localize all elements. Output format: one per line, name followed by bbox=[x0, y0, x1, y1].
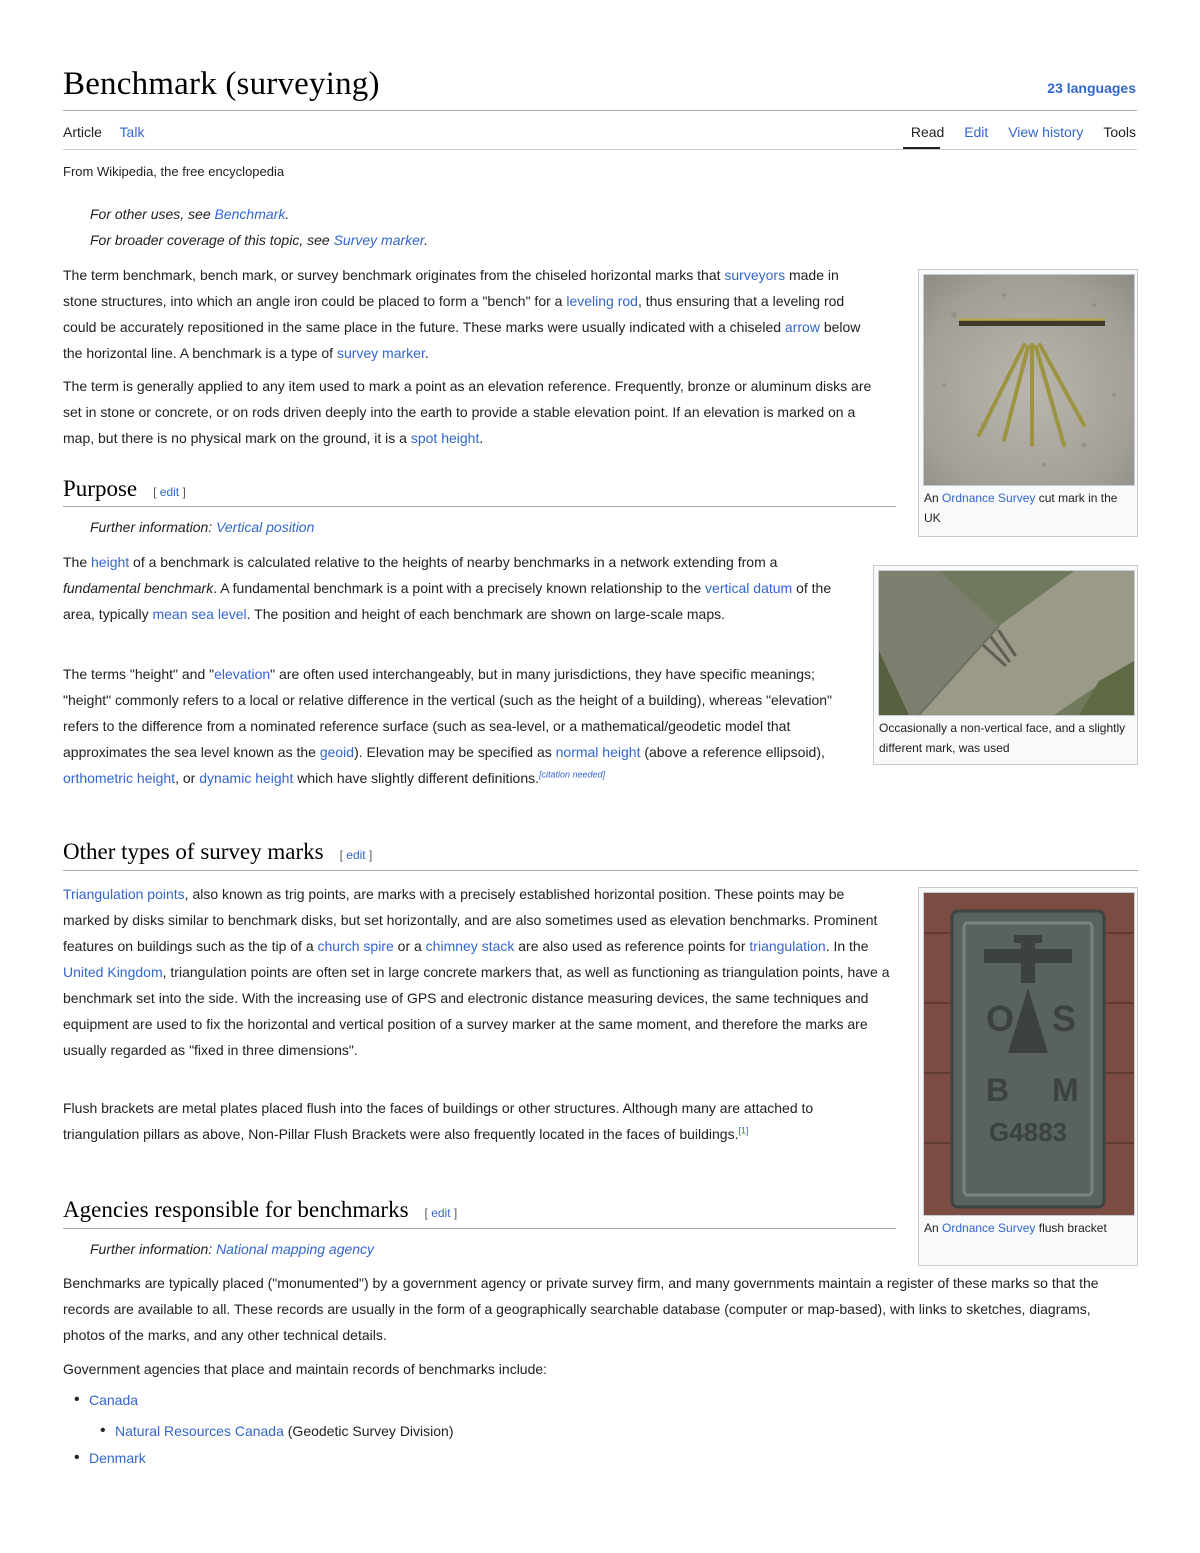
list-item-denmark bbox=[63, 1450, 146, 1466]
citation-needed-link[interactable]: [citation needed] bbox=[539, 769, 606, 780]
figure-cut-mark bbox=[918, 269, 1138, 537]
hatnote-broader: For broader coverage of this topic, see Survey marker. bbox=[90, 232, 428, 248]
united-kingdom-link[interactable]: United Kingdom bbox=[63, 964, 163, 980]
tab-edit[interactable]: Edit bbox=[964, 124, 989, 140]
purpose-heading-rule bbox=[63, 506, 896, 507]
ordnance-survey-link-1[interactable]: Ordnance Survey bbox=[942, 491, 1036, 505]
other-types-heading-rule bbox=[63, 870, 1138, 871]
vertical-datum-link[interactable]: vertical datum bbox=[705, 580, 793, 596]
figure-non-vertical-caption: Occasionally a non-vertical face, and a slightly different mark, was used bbox=[879, 721, 1126, 755]
other-types-paragraph-1: Triangulation points, also known as trig points, are marks with a precisely established horizontal position. These points may be marked by disks similar to benchmark disks, but set horizontally, and are also sometimes used as elevation benchmarks. Prominent features on buildings such as the tip of a church spire or a chimney stack are also used as reference points for triangulation. In the United Kingdom, triangulation points are often set in large concrete markers that, as well as functioning as triangulation points, have a benchmark set into the side. With the increasing use of GPS and electronic distance measuring devices, the same techniques and equipment are used to fix the horizontal and vertical position of a survey marker at the same moment, and therefore the marks are usually regarded as "fixed in three dimensions". bbox=[63, 886, 890, 1058]
survey-marker-link[interactable]: Survey marker bbox=[333, 232, 425, 248]
plate-letter-s: S bbox=[1052, 998, 1077, 1039]
list-item-nrcan: • Natural Resources Canada (Geodetic Survey Division) bbox=[89, 1423, 454, 1439]
heading-purpose: Purpose [ edit ] bbox=[63, 476, 186, 501]
tab-read[interactable]: Read bbox=[910, 124, 945, 140]
edit-agencies-link[interactable]: edit bbox=[431, 1206, 451, 1220]
plate-number: G4883 bbox=[988, 1117, 1068, 1147]
spot-height-link[interactable]: spot height bbox=[410, 430, 480, 446]
further-info-mapping-agency: Further information: National mapping agency bbox=[90, 1241, 375, 1257]
leveling-rod-link[interactable]: leveling rod bbox=[566, 293, 638, 309]
survey-marker-link-2[interactable]: survey marker bbox=[336, 345, 425, 361]
hatnote-other-uses: For other uses, see Benchmark. bbox=[90, 206, 290, 222]
figure-flush-bracket bbox=[918, 887, 1138, 1266]
triangulation-link[interactable]: triangulation bbox=[749, 938, 826, 954]
site-tagline: From Wikipedia, the free encyclopedia bbox=[63, 164, 285, 179]
cut-mark-photo[interactable] bbox=[923, 274, 1135, 486]
other-types-paragraph-2: Flush brackets are metal plates placed flush into the faces of buildings or other structures. Although many are attached to triangulation pillars as above, Non-Pillar Flush Brackets were also frequently located in the faces of buildings.[1] bbox=[63, 1100, 814, 1142]
tab-view-history[interactable]: View history bbox=[1008, 124, 1084, 140]
natural-resources-canada-link[interactable]: Natural Resources Canada bbox=[115, 1423, 284, 1439]
tabs-divider bbox=[63, 149, 1137, 150]
tab-tools[interactable]: Tools bbox=[1103, 124, 1136, 140]
height-link[interactable]: height bbox=[91, 554, 130, 570]
further-info-vertical: Further information: Vertical position bbox=[90, 519, 315, 535]
flush-bracket-photo[interactable] bbox=[923, 892, 1135, 1216]
church-spire-link[interactable]: church spire bbox=[317, 938, 394, 954]
namespace-tabs bbox=[63, 124, 158, 140]
national-mapping-agency-link[interactable]: National mapping agency bbox=[216, 1241, 375, 1257]
ordnance-survey-link-2[interactable]: Ordnance Survey bbox=[942, 1221, 1036, 1235]
orthometric-height-link[interactable]: orthometric height bbox=[63, 770, 176, 786]
heading-agencies: Agencies responsible for benchmarks [ edit ] bbox=[63, 1197, 458, 1222]
agencies-paragraph-2: Government agencies that place and maintain records of benchmarks include: bbox=[63, 1361, 548, 1377]
mean-sea-level-link[interactable]: mean sea level bbox=[152, 606, 247, 622]
geoid-link[interactable]: geoid bbox=[319, 744, 355, 760]
heading-other-types: Other types of survey marks [ edit ] bbox=[63, 839, 373, 864]
figure-flush-bracket-caption: An Ordnance Survey flush bracket bbox=[924, 1221, 1107, 1235]
flush-bracket-image bbox=[924, 893, 1134, 1215]
chimney-stack-link[interactable]: chimney stack bbox=[425, 938, 515, 954]
edit-purpose-link[interactable]: edit bbox=[159, 485, 180, 499]
non-vertical-image bbox=[879, 571, 1134, 715]
agencies-list bbox=[63, 1392, 138, 1408]
edit-other-types-link[interactable]: edit bbox=[346, 848, 366, 862]
arrow-link[interactable]: arrow bbox=[784, 319, 820, 335]
dynamic-height-link[interactable]: dynamic height bbox=[199, 770, 294, 786]
vertical-position-link[interactable]: Vertical position bbox=[216, 519, 315, 535]
agencies-sublist bbox=[89, 1423, 454, 1439]
cut-mark-image bbox=[924, 275, 1134, 485]
edit-agencies: [ edit ] bbox=[424, 1206, 458, 1220]
view-tabs bbox=[895, 124, 1136, 140]
plate-letter-m: M bbox=[1052, 1072, 1079, 1108]
agencies-list-2 bbox=[63, 1450, 146, 1466]
triangulation-points-link[interactable]: Triangulation points bbox=[63, 886, 185, 902]
agencies-paragraph-1: Benchmarks are typically placed ("monumented") by a government agency or private survey firm, and many governments maintain a register of these marks so that the records are available to all. These records are usually in the form of a geographically searchable database (computer or map-based), with links to sketches, diagrams, photos of the marks, and any other technical details. bbox=[63, 1275, 1099, 1343]
plate-letter-o: O bbox=[986, 998, 1015, 1039]
reference-1-link[interactable]: [1] bbox=[738, 1125, 749, 1136]
elevation-link[interactable]: elevation bbox=[214, 666, 271, 682]
intro-paragraph-2: The term is generally applied to any item used to mark a point as an elevation reference. Frequently, bronze or aluminum disks are set in stone or concrete, or on rods driven deeply into the earth to provide a stable elevation point. If an elevation is marked on a map, but there is no physical mark on the ground, it is a spot height. bbox=[63, 378, 872, 446]
figure-non-vertical bbox=[873, 565, 1138, 765]
benchmark-link[interactable]: Benchmark bbox=[214, 206, 286, 222]
edit-purpose: [ edit ] bbox=[153, 485, 186, 499]
plate-letter-b: B bbox=[986, 1072, 1010, 1108]
figure-cut-mark-caption: An Ordnance Survey cut mark in the UK bbox=[924, 491, 1118, 525]
agencies-heading-rule bbox=[63, 1228, 896, 1229]
tab-article[interactable]: Article bbox=[63, 124, 102, 140]
title-divider bbox=[63, 110, 1137, 111]
purpose-paragraph-1: The height of a benchmark is calculated relative to the heights of nearby benchmarks in a network extending from a fundamental benchmark. A fundamental benchmark is a point with a precisely known relationship to the vertical datum of the area, typically mean sea level. The position and height of each benchmark are shown on large-scale maps. bbox=[63, 554, 832, 622]
intro-paragraph-1: The term benchmark, bench mark, or survey benchmark originates from the chiseled horizontal marks that surveyors made in stone structures, into which an angle iron could be placed to form a "bench" for a leveling rod, thus ensuring that a leveling rod could be accurately repositioned in the same place in the future. These marks were usually indicated with a chiseled arrow below the horizontal line. A benchmark is a type of survey marker. bbox=[63, 267, 861, 361]
canada-link[interactable]: Canada bbox=[89, 1392, 139, 1408]
non-vertical-photo[interactable] bbox=[878, 570, 1135, 716]
page-title: Benchmark (surveying) bbox=[63, 66, 380, 102]
list-item-canada bbox=[63, 1392, 138, 1408]
normal-height-link[interactable]: normal height bbox=[555, 744, 641, 760]
languages-link[interactable]: 23 languages bbox=[1047, 80, 1136, 96]
purpose-paragraph-2: The terms "height" and "elevation" are often used interchangeably, but in many jurisdictions, they have specific meanings; "height" commonly refers to a local or relative difference in the vertical (such as the height of a building), whereas "elevation" refers to the difference from a nominated reference surface (such as sea-level, or a mathematical/geodetic model that approximates the sea level known as the geoid). Elevation may be specified as normal height (above a reference ellipsoid), orthometric height, or dynamic height which have slightly different definitions.[citation needed] bbox=[63, 666, 833, 786]
edit-other-types: [ edit ] bbox=[339, 848, 373, 862]
tab-talk[interactable]: Talk bbox=[119, 124, 145, 140]
surveyors-link[interactable]: surveyors bbox=[724, 267, 786, 283]
denmark-link[interactable]: Denmark bbox=[89, 1450, 146, 1466]
